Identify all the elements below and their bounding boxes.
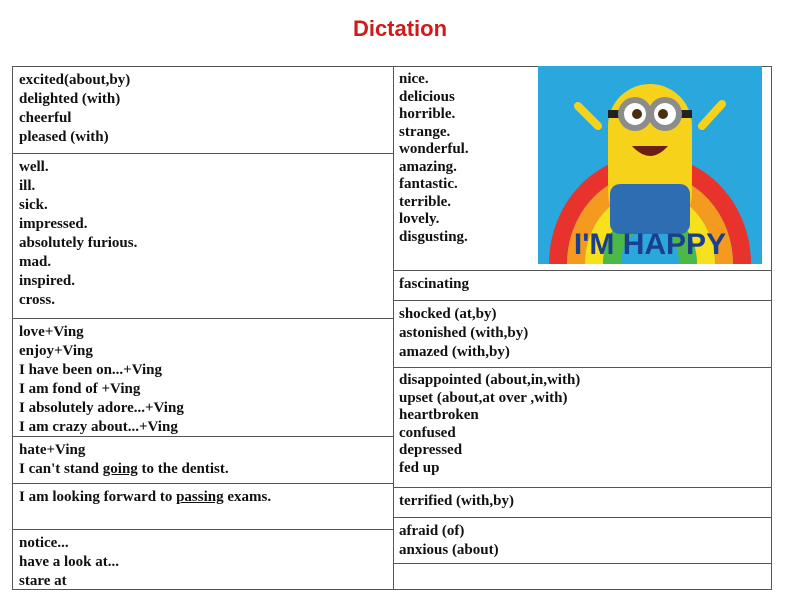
word-line: terrible.	[399, 193, 452, 210]
word-line: anxious (about)	[399, 542, 499, 558]
sentence-line: I am looking forward to passing exams.	[19, 489, 272, 505]
right-block-terrified	[393, 488, 771, 518]
word-line: delighted (with)	[19, 91, 121, 107]
word-line: I have been on...+Ving	[19, 362, 163, 378]
word-line: impressed.	[19, 216, 88, 232]
left-block-like-ving	[13, 319, 393, 437]
underlined-word: going	[102, 461, 138, 477]
minion-illustration	[538, 66, 762, 264]
word-line: ill.	[19, 178, 36, 194]
right-block-fascinating	[393, 271, 771, 301]
right-block-afraid	[393, 518, 771, 564]
word-line: nice.	[399, 71, 429, 87]
word-line: terrified (with,by)	[399, 493, 514, 509]
word-line: notice...	[19, 535, 69, 551]
right-pupil	[658, 109, 668, 119]
word-line: upset (about,at over ,with)	[399, 389, 568, 406]
word-line: love+Ving	[19, 324, 84, 340]
word-line: strange.	[399, 123, 451, 140]
sentence-part: I can't stand going to the dentist.	[19, 461, 229, 477]
left-block-excited	[13, 67, 393, 154]
im-happy-caption: I'M HAPPY	[573, 228, 727, 261]
word-line: fascinating	[399, 276, 470, 292]
word-line: amazing.	[399, 158, 457, 175]
word-line: fed up	[399, 459, 440, 476]
word-line: I absolutely adore...+Ving	[19, 400, 184, 416]
right-block-disappointed	[393, 368, 771, 488]
left-block-feelings	[13, 154, 393, 319]
word-line: inspired.	[19, 273, 75, 289]
sentence-line	[19, 460, 387, 479]
word-line: confused	[399, 424, 456, 441]
word-line: heartbroken	[399, 407, 479, 423]
word-line: lovely.	[399, 211, 440, 227]
word-line: I am crazy about...+Ving	[19, 419, 178, 435]
minion-overalls	[610, 184, 690, 234]
word-line: I am fond of +Ving	[19, 381, 141, 397]
word-line: well.	[19, 159, 49, 175]
left-block-looking-forward	[13, 484, 393, 530]
word-line: disappointed (about,in,with)	[399, 372, 581, 388]
left-pupil	[632, 109, 642, 119]
word-line: pleased (with)	[19, 129, 109, 145]
word-line: fantastic.	[399, 176, 458, 192]
word-line: sick.	[19, 197, 48, 213]
word-line: amazed (with,by)	[399, 344, 510, 360]
underlined-word: passing	[176, 489, 224, 505]
word-line: disgusting.	[399, 228, 468, 245]
left-block-look	[13, 530, 393, 589]
im-happy-image	[538, 66, 762, 264]
word-line: stare at	[19, 573, 67, 589]
word-line: shocked (at,by)	[399, 306, 497, 322]
right-block-shocked	[393, 301, 771, 368]
left-column	[13, 67, 394, 589]
word-line: wonderful.	[399, 141, 469, 157]
word-line: enjoy+Ving	[19, 343, 93, 359]
word-line: absolutely furious.	[19, 235, 138, 251]
word-line: have a look at...	[19, 554, 120, 570]
word-line: horrible.	[399, 106, 456, 122]
word-line: astonished (with,by)	[399, 325, 529, 341]
left-block-hate	[13, 437, 393, 484]
word-line: delicious	[399, 88, 455, 105]
word-line: depressed	[399, 442, 463, 458]
right-block-empty	[393, 564, 771, 589]
word-line: cross.	[19, 292, 55, 308]
page-title: Dictation	[352, 16, 448, 41]
word-line: hate+Ving	[19, 442, 86, 458]
word-line: cheerful	[19, 110, 72, 126]
word-line: mad.	[19, 254, 52, 270]
word-line: excited(about,by)	[19, 72, 131, 88]
word-line: afraid (of)	[399, 523, 465, 539]
